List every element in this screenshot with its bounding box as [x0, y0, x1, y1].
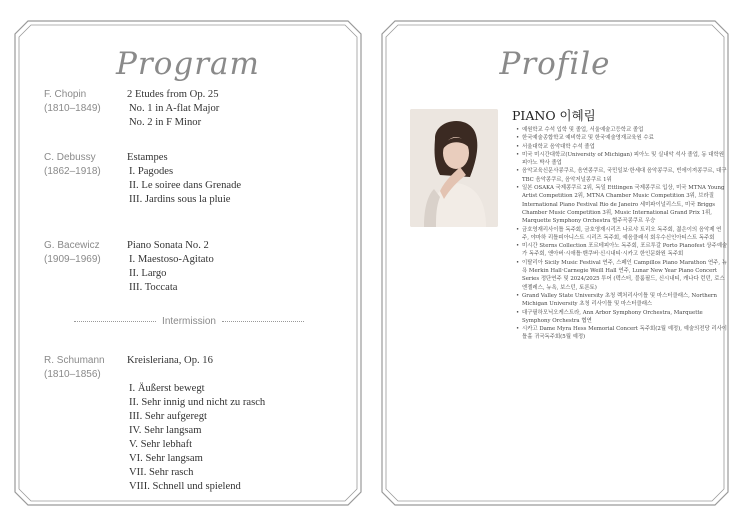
- bio-item: • 미시간 Sterns Collection 포르테피아노 독주회, 포르투갈 Porto Pianofest 상주예술가 독주회, 앤아버·시애틀·밴쿠버·신시내티·시카고 한인문화원 독주회: [516, 242, 728, 259]
- bio-item: • 한국예술종합학교 예비학교 및 한국예술영재교육원 수료: [516, 134, 728, 142]
- composer-schumann: [44, 354, 105, 382]
- composer-dates: (1810–1849): [44, 103, 101, 114]
- work-schumann: [127, 354, 265, 494]
- work-title: 2 Etudes from Op. 25: [127, 89, 219, 100]
- profile-panel: [381, 20, 729, 506]
- dotted-divider: [222, 321, 304, 322]
- work-title: Estampes: [127, 152, 168, 163]
- bio-item: • 미국 미시간대학교(University of Michigan) 피아노 및 실내악 석사 졸업, 동 대학원 피아노 박사 졸업: [516, 151, 728, 168]
- program-panel: [14, 20, 362, 506]
- movement: II. Le soiree dans Grenade: [129, 180, 242, 191]
- intermission-label: Intermission: [162, 316, 216, 327]
- movement: I. Pagodes: [129, 166, 174, 177]
- movement: I. Maestoso-Agitato: [129, 254, 214, 265]
- dotted-divider: [74, 321, 156, 322]
- movement: VI. Sehr langsam: [129, 453, 203, 464]
- composer-name: F. Chopin: [44, 89, 87, 100]
- work-chopin: [127, 88, 219, 130]
- composer-name: C. Debussy: [44, 152, 96, 163]
- composer-dates: (1810–1856): [44, 369, 101, 380]
- bio-item: • 일본 OSAKA 국제콩쿠르 2위, 독일 Ettlingen 국제콩쿠르 입상, 미국 MTNA Young Artist Competition 2위, MTNA Chamber Music Competition 3위, 브라질 International Piano Festival Rio de Janeiro 세미파이널리스트, 미국 Briggs Chamber Music Competition 3위, Music International Grand Prix 1위, Marquette Symphony Orchestra 협주곡콩쿠르 우승: [516, 184, 728, 225]
- bio-item: • Grand Valley State University 초청 렉처리사이틀 및 마스터클래스, Northern Michigan University 초청 리사이틀 및 마스터클래스: [516, 292, 728, 309]
- pianist-name: PIANO 이혜림: [512, 108, 596, 123]
- movement: No. 2 in F Minor: [129, 117, 202, 128]
- movement: III. Toccata: [129, 282, 178, 293]
- movement: III. Sehr aufgeregt: [129, 411, 207, 422]
- movement: VII. Sehr rasch: [129, 467, 194, 478]
- intermission: [74, 316, 304, 327]
- bio-item: • 예원학교 수석 입학 및 졸업, 서울예술고등학교 졸업: [516, 126, 728, 134]
- bio-item: • 대구필하모닉오케스트라, Ann Arbor Symphony Orchestra, Marquette Symphony Orchestra 협연: [516, 309, 728, 326]
- composer-chopin: [44, 88, 101, 116]
- movement: IV. Sehr langsam: [129, 425, 202, 436]
- movement: V. Sehr lebhaft: [129, 439, 193, 450]
- work-title: Piano Sonata No. 2: [127, 240, 209, 251]
- bio-list: [508, 126, 728, 342]
- movement: No. 1 in A-flat Major: [129, 103, 220, 114]
- program-title: Program: [116, 46, 260, 82]
- work-title: Kreisleriana, Op. 16: [127, 355, 213, 366]
- spacer: [127, 368, 265, 382]
- work-bacewicz: [127, 239, 214, 295]
- work-debussy: [127, 151, 241, 207]
- bio-item: • 금호영재리사이틀 독주회, 금호영재시리즈 나르샤 트리오 독주회, 젊은이의 음악제 연주, 야마하 리틀피아니스트 시리즈 독주회, 예음클래식 회우수신인아티스트 독주회: [516, 226, 728, 243]
- composer-debussy: [44, 151, 101, 179]
- movement: VIII. Schnell und spielend: [129, 481, 241, 492]
- composer-dates: (1909–1969): [44, 254, 101, 265]
- profile-title: Profile: [499, 46, 611, 82]
- movement: III. Jardins sous la pluie: [129, 194, 231, 205]
- pianist-portrait-image: [410, 109, 498, 227]
- movement: II. Sehr innig und nicht zu rasch: [129, 397, 266, 408]
- composer-name: G. Bacewicz: [44, 240, 100, 251]
- bio-item: • 이탈리아 Sicily Music Festival 연주, 스페인 Campillos Piano Marathon 연주, 뉴욕 Merkin Hall·Carnegie Weill Hall 연주, Lunar New Year Piano Concert Series 정단연주 및 2024/2025 투어 (텍스터, 블룸필드, 신시내티, 캐나다 런던, 로스엔젤레스, 뉴욕, 보스턴, 토론토): [516, 259, 728, 292]
- composer-dates: (1862–1918): [44, 166, 101, 177]
- bio-item: • 음악교육신문사콩쿠르, 음연콩쿠르, 국민일보·한세대 음악콩쿠르, 빈에이져콩쿠르, 대구 TBC 음악콩쿠르, 음악저널콩쿠르 1위: [516, 167, 728, 184]
- bio-item: • 서울대학교 음악대학 수석 졸업: [516, 143, 728, 151]
- movement: I. Äußerst bewegt: [129, 383, 205, 394]
- movement: II. Largo: [129, 268, 167, 279]
- composer-name: R. Schumann: [44, 355, 105, 366]
- composer-bacewicz: [44, 239, 101, 267]
- bio-item: • 시카고 Dame Myra Hess Memorial Concert 독주회(2월 예정), 예술의전당 리사이틀홀 귀국독주회(5월 예정): [516, 325, 728, 342]
- pianist-photo: [410, 109, 498, 227]
